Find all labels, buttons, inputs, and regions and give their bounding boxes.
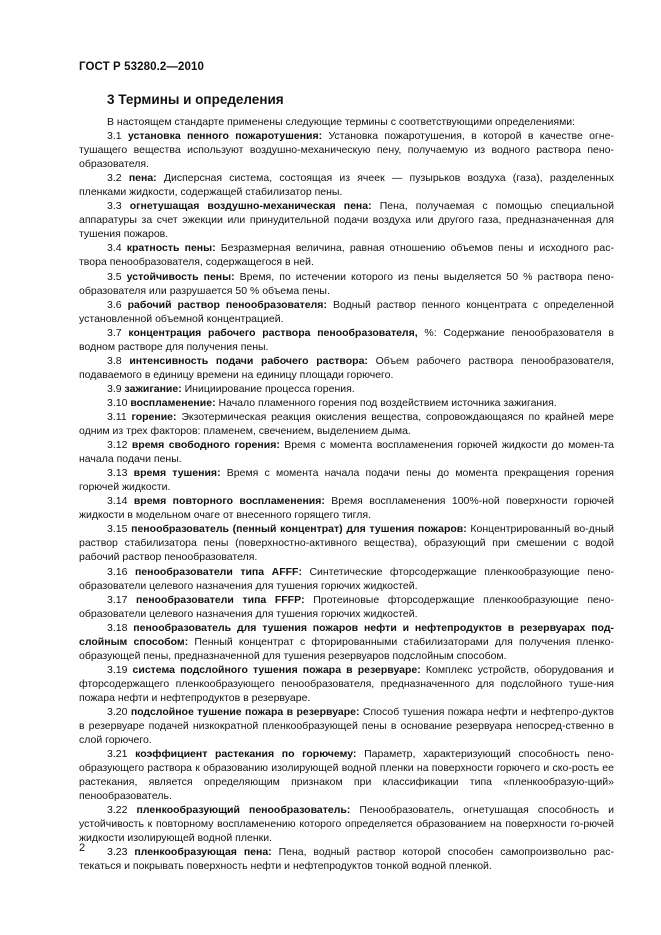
entry-term: пенообразователь (пенный концентрат) для тушения пожаров:: [131, 523, 467, 536]
entry-number: 3.14: [107, 495, 128, 508]
entry-number: 3.8: [107, 354, 122, 367]
entry-term: пенообразователь для тушения пожаров нефти и нефтепродуктов в резервуарах под-слойным способом:: [79, 621, 614, 648]
definition-entry: [79, 410, 614, 438]
entry-number: 3.10: [107, 396, 128, 409]
entry-definition: Начало пламенного горения под воздействием источника зажигания.: [218, 396, 557, 409]
entry-definition: Комплекс устройств, оборудования и фторсодержащего пленкообразующего пенообразователя, предназначенного для подслойного туше-ния пожара нефти и нефтепродуктов в резервуаре.: [79, 663, 614, 704]
entry-term: огнетушащая воздушно-механическая пена:: [129, 200, 372, 213]
definition-entry: [79, 171, 614, 199]
standard-header: ГОСТ Р 53280.2—2010: [79, 61, 204, 73]
definition-entry: [79, 438, 614, 466]
entry-definition: Водный раствор пенного концентрата с определенной установленной объемной концентрацией.: [79, 298, 614, 325]
page-number: 2: [79, 842, 86, 854]
definition-entry: [79, 593, 614, 621]
entry-number: 3.13: [107, 467, 128, 480]
definition-entry: [79, 705, 614, 747]
entry-definition: Экзотермическая реакция окисления вещества, сопровождающаяся по крайней мере одним из трех факторов: пламенем, свечением, выделением дыма.: [79, 410, 615, 438]
entry-definition: Установка пожаротушения, в которой в качестве огне-тушащего вещества используют воздушно-механическую пену, получаемую из водного раствора пено-образователя.: [79, 130, 614, 171]
definition-entry: [79, 326, 614, 354]
definition-entry: [79, 270, 614, 298]
definition-entry: [79, 565, 614, 593]
entry-number: 3.17: [107, 593, 128, 606]
entry-term: кратность пены:: [126, 242, 216, 255]
entry-definition: Пена, водный раствор которой способен самопроизвольно рас-текаться и покрывать поверхность нефти и нефтепродуктов тонкой водной пленкой.: [79, 846, 615, 873]
entry-definition: Синтетические фторсодержащие пленкообразующие пено-образователи целевого назначения для тушения горючих жидкостей.: [79, 565, 614, 592]
entry-number: 3.23: [107, 846, 128, 859]
definition-entry: [79, 522, 614, 564]
entry-term: время тушения:: [133, 467, 221, 480]
entry-term: интенсивность подачи рабочего раствора:: [129, 354, 368, 367]
entry-definition: Время воспламенения 100%-ной поверхности горючей жидкости в модельном очаге от внесенного горящего тигля.: [79, 495, 614, 522]
definition-entry: [79, 621, 614, 663]
entry-term: подслойное тушение пожара в резервуаре:: [130, 705, 360, 718]
entry-term: концентрация рабочего раствора пенообразователя,: [128, 326, 418, 339]
definition-entry: [79, 803, 614, 845]
entry-term: рабочий раствор пенообразователя:: [127, 298, 327, 311]
definition-entry: [79, 747, 614, 803]
entry-number: 3.15: [107, 523, 128, 536]
definition-entry: [79, 466, 614, 494]
definition-entry: [79, 494, 614, 522]
entry-definition: Время с момента начала подачи пены до момента прекращения горения горючей жидкости.: [79, 467, 614, 494]
definition-entry: [79, 382, 614, 396]
entry-number: 3.5: [107, 270, 122, 283]
entry-definition: %: Содержание пенообразователя в водном растворе для получения пены.: [79, 326, 614, 353]
entry-definition: Концентрированный во-дный раствор стабилизатора пены (поверхностно-активного вещества), образующий при смешении с водой рабочий раствор пенообразователя.: [79, 523, 615, 564]
entry-definition: Безразмерная величина, равная отношению объемов пены и исходного рас-твора пенообразователя, содержащегося в ней.: [79, 242, 614, 269]
definition-entry: [79, 354, 614, 382]
entry-term: пленкообразующая пена:: [134, 846, 272, 859]
entry-definition: Объем рабочего раствора пенообразователя, подаваемого в единицу времени на единицу площади горючего.: [79, 354, 615, 381]
intro-paragraph: В настоящем стандарте применены следующие термины с соответствующими определениями:: [107, 116, 576, 128]
entry-definition: Время, по истечении которого из пены выделяется 50 % раствора пено-образователя или разрушается 50 % объема пены.: [79, 270, 614, 297]
entry-definition: Параметр, характеризующий способность пено-образующего раствора к образованию изолирующей водной пленки на поверхности горючего и ско-рость ее растекания, является определяющим признаком при классификации типа «пленкообразую-щий» пенообразователь.: [79, 748, 614, 803]
definition-entry: [79, 663, 614, 705]
entry-number: 3.1: [107, 130, 122, 143]
entry-number: 3.4: [107, 242, 122, 255]
entry-number: 3.6: [107, 298, 122, 311]
definition-entry: [79, 199, 614, 241]
entry-number: 3.11: [107, 410, 127, 423]
entry-number: 3.19: [107, 663, 128, 676]
entry-number: 3.12: [107, 439, 128, 452]
entry-term: пена:: [128, 172, 157, 185]
entry-number: 3.7: [107, 326, 122, 339]
entry-number: 3.3: [107, 200, 122, 213]
entry-number: 3.16: [107, 565, 128, 578]
definition-entry: [79, 845, 614, 873]
entry-term: пленкообразующий пенообразователь:: [136, 804, 351, 817]
entry-number: 3.22: [107, 804, 128, 817]
entry-term: пенообразователи типа AFFF:: [134, 565, 302, 578]
entry-term: коэффициент растекания по горючему:: [135, 748, 357, 761]
definition-entry: [79, 241, 614, 269]
entry-term: зажигание:: [124, 382, 182, 395]
entry-term: воспламенение:: [130, 396, 216, 409]
definitions-body: [79, 115, 614, 874]
entry-definition: Инициирование процесса горения.: [184, 382, 355, 395]
entry-number: 3.20: [107, 705, 128, 718]
entry-definition: Пенный концентрат с фторированными стабилизаторами для получения пленко-образующей пены, предназначенной для тушения резервуаров подслойным способом.: [79, 635, 614, 662]
entry-number: 3.2: [107, 172, 122, 185]
entry-term: устойчивость пены:: [126, 270, 235, 283]
definition-entry: [79, 129, 614, 171]
entry-definition: Протеиновые фторсодержащие пленкообразующие пено-образователи целевого назначения для тушения горючих жидкостей.: [79, 593, 614, 620]
entry-term: время повторного воспламенения:: [133, 495, 325, 508]
entry-term: система подслойного тушения пожара в резервуаре:: [132, 663, 421, 676]
definition-entry: [79, 396, 614, 410]
entry-term: горение:: [131, 410, 177, 423]
entry-definition: Способ тушения пожара нефти и нефтепро-дуктов в резервуаре подачей низкократной пленкообразующей пены в основание резервуара непосред-ственно в слой горючего.: [79, 705, 615, 747]
entry-definition: Дисперсная система, состоящая из ячеек — пузырьков воздуха (газа), разделенных пленками жидкости, содержащей стабилизатор пены.: [79, 172, 614, 199]
entry-definition: Время с момента воспламенения горючей жидкости до момен-та начала подачи пены.: [79, 439, 615, 466]
section-title: 3 Термины и определения: [107, 92, 284, 107]
entry-number: 3.9: [107, 382, 122, 395]
entry-term: установка пенного пожаротушения:: [127, 130, 323, 143]
definitions-list: [79, 129, 614, 873]
entry-term: пенообразователи типа FFFP:: [136, 593, 305, 606]
entry-definition: Пенообразователь, огнетушащая способность и устойчивость к повторному воспламенению которого определяется образованием на поверхности го-рючей жидкости изолирующей водной пленки.: [79, 804, 614, 845]
entry-term: время свободного горения:: [131, 439, 280, 452]
entry-definition: Пена, получаемая с помощью специальной аппаратуры за счет эжекции или принудительной подачи воздуха или другого газа, предназначенная для тушения пожаров.: [79, 200, 614, 241]
entry-number: 3.18: [107, 621, 128, 634]
definition-entry: [79, 298, 614, 326]
entry-number: 3.21: [107, 748, 128, 761]
